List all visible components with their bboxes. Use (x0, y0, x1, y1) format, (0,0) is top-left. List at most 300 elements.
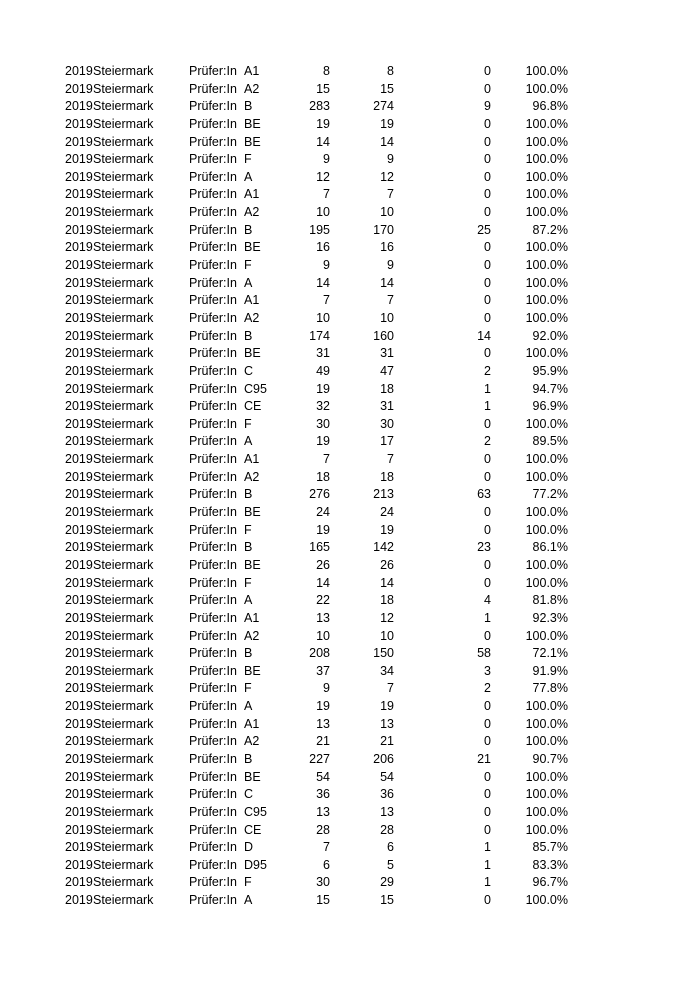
total-count-cell: 24 (316, 505, 330, 520)
total-count-cell: 13 (316, 804, 330, 819)
pass-rate-cell: 87.2% (532, 222, 568, 237)
passed-count-cell: 31 (380, 399, 394, 414)
role-cell: Prüfer:In (189, 275, 237, 290)
total-count-cell: 10 (316, 205, 330, 220)
failed-count-cell: 21 (477, 751, 491, 766)
failed-count-cell: 0 (484, 346, 491, 361)
table-row (0, 786, 700, 804)
year-cell: 2019 (65, 434, 93, 449)
passed-count-cell: 12 (380, 610, 394, 625)
passed-count-cell: 19 (380, 699, 394, 714)
pass-rate-cell: 100.0% (525, 469, 568, 484)
pass-rate-cell: 94.7% (532, 381, 568, 396)
total-count-cell: 37 (316, 663, 330, 678)
role-cell: Prüfer:In (189, 469, 237, 484)
year-cell: 2019 (65, 557, 93, 572)
table-row (0, 716, 700, 734)
license-class-cell: A (244, 169, 253, 184)
region-cell: Steiermark (93, 857, 154, 872)
year-cell: 2019 (65, 381, 93, 396)
table-row (0, 857, 700, 875)
passed-count-cell: 18 (380, 381, 394, 396)
year-cell: 2019 (65, 258, 93, 273)
total-count-cell: 283 (309, 99, 330, 114)
region-cell: Steiermark (93, 346, 154, 361)
year-cell: 2019 (65, 893, 93, 908)
role-cell: Prüfer:In (189, 893, 237, 908)
year-cell: 2019 (65, 416, 93, 431)
table-row (0, 451, 700, 469)
pass-rate-cell: 100.0% (525, 134, 568, 149)
year-cell: 2019 (65, 240, 93, 255)
role-cell: Prüfer:In (189, 293, 237, 308)
pass-rate-cell: 100.0% (525, 416, 568, 431)
license-class-cell: A1 (244, 716, 260, 731)
year-cell: 2019 (65, 346, 93, 361)
pass-rate-cell: 77.8% (532, 681, 568, 696)
failed-count-cell: 1 (484, 857, 491, 872)
failed-count-cell: 0 (484, 187, 491, 202)
failed-count-cell: 0 (484, 769, 491, 784)
region-cell: Steiermark (93, 222, 154, 237)
total-count-cell: 36 (316, 787, 330, 802)
table-row (0, 433, 700, 451)
license-class-cell: BE (244, 505, 261, 520)
role-cell: Prüfer:In (189, 487, 237, 502)
license-class-cell: A (244, 275, 253, 290)
pass-rate-cell: 81.8% (532, 593, 568, 608)
failed-count-cell: 1 (484, 381, 491, 396)
passed-count-cell: 10 (380, 205, 394, 220)
table-row (0, 892, 700, 910)
role-cell: Prüfer:In (189, 610, 237, 625)
license-class-cell: F (244, 875, 252, 890)
license-class-cell: A2 (244, 628, 260, 643)
region-cell: Steiermark (93, 699, 154, 714)
passed-count-cell: 9 (387, 258, 394, 273)
table-row (0, 222, 700, 240)
failed-count-cell: 0 (484, 699, 491, 714)
total-count-cell: 9 (323, 681, 330, 696)
total-count-cell: 9 (323, 258, 330, 273)
role-cell: Prüfer:In (189, 381, 237, 396)
table-row (0, 239, 700, 257)
table-row (0, 839, 700, 857)
role-cell: Prüfer:In (189, 875, 237, 890)
failed-count-cell: 25 (477, 222, 491, 237)
failed-count-cell: 9 (484, 99, 491, 114)
region-cell: Steiermark (93, 716, 154, 731)
total-count-cell: 19 (316, 381, 330, 396)
table-row (0, 204, 700, 222)
failed-count-cell: 1 (484, 875, 491, 890)
table-row (0, 345, 700, 363)
license-class-cell: F (244, 681, 252, 696)
total-count-cell: 10 (316, 310, 330, 325)
table-row (0, 751, 700, 769)
data-table (0, 63, 700, 910)
license-class-cell: B (244, 540, 253, 555)
failed-count-cell: 0 (484, 275, 491, 290)
pass-rate-cell: 100.0% (525, 64, 568, 78)
total-count-cell: 31 (316, 346, 330, 361)
failed-count-cell: 0 (484, 452, 491, 467)
total-count-cell: 13 (316, 610, 330, 625)
passed-count-cell: 13 (380, 804, 394, 819)
failed-count-cell: 0 (484, 787, 491, 802)
role-cell: Prüfer:In (189, 716, 237, 731)
role-cell: Prüfer:In (189, 646, 237, 661)
role-cell: Prüfer:In (189, 346, 237, 361)
passed-count-cell: 5 (387, 857, 394, 872)
passed-count-cell: 7 (387, 452, 394, 467)
license-class-cell: BE (244, 663, 261, 678)
region-cell: Steiermark (93, 875, 154, 890)
total-count-cell: 6 (323, 857, 330, 872)
total-count-cell: 174 (309, 328, 330, 343)
year-cell: 2019 (65, 64, 93, 78)
role-cell: Prüfer:In (189, 699, 237, 714)
table-row (0, 874, 700, 892)
role-cell: Prüfer:In (189, 99, 237, 114)
passed-count-cell: 7 (387, 187, 394, 202)
license-class-cell: F (244, 522, 252, 537)
table-row (0, 822, 700, 840)
total-count-cell: 16 (316, 240, 330, 255)
license-class-cell: B (244, 328, 253, 343)
region-cell: Steiermark (93, 434, 154, 449)
year-cell: 2019 (65, 487, 93, 502)
passed-count-cell: 36 (380, 787, 394, 802)
license-class-cell: B (244, 99, 253, 114)
passed-count-cell: 7 (387, 293, 394, 308)
pass-rate-cell: 100.0% (525, 346, 568, 361)
pass-rate-cell: 100.0% (525, 258, 568, 273)
pass-rate-cell: 100.0% (525, 205, 568, 220)
region-cell: Steiermark (93, 646, 154, 661)
failed-count-cell: 0 (484, 205, 491, 220)
role-cell: Prüfer:In (189, 134, 237, 149)
total-count-cell: 10 (316, 628, 330, 643)
failed-count-cell: 23 (477, 540, 491, 555)
pass-rate-cell: 100.0% (525, 769, 568, 784)
failed-count-cell: 0 (484, 628, 491, 643)
role-cell: Prüfer:In (189, 328, 237, 343)
year-cell: 2019 (65, 822, 93, 837)
region-cell: Steiermark (93, 505, 154, 520)
region-cell: Steiermark (93, 610, 154, 625)
year-cell: 2019 (65, 169, 93, 184)
failed-count-cell: 0 (484, 293, 491, 308)
license-class-cell: A1 (244, 452, 260, 467)
passed-count-cell: 14 (380, 134, 394, 149)
role-cell: Prüfer:In (189, 751, 237, 766)
region-cell: Steiermark (93, 452, 154, 467)
license-class-cell: A1 (244, 610, 260, 625)
failed-count-cell: 14 (477, 328, 491, 343)
pass-rate-cell: 86.1% (532, 540, 568, 555)
pass-rate-cell: 96.7% (532, 875, 568, 890)
pass-rate-cell: 96.8% (532, 99, 568, 114)
pass-rate-cell: 89.5% (532, 434, 568, 449)
pass-rate-cell: 100.0% (525, 628, 568, 643)
passed-count-cell: 24 (380, 505, 394, 520)
table-row (0, 804, 700, 822)
role-cell: Prüfer:In (189, 258, 237, 273)
table-row (0, 733, 700, 751)
year-cell: 2019 (65, 328, 93, 343)
region-cell: Steiermark (93, 328, 154, 343)
year-cell: 2019 (65, 116, 93, 131)
role-cell: Prüfer:In (189, 310, 237, 325)
passed-count-cell: 18 (380, 593, 394, 608)
passed-count-cell: 34 (380, 663, 394, 678)
year-cell: 2019 (65, 310, 93, 325)
table-row (0, 310, 700, 328)
year-cell: 2019 (65, 540, 93, 555)
table-row (0, 592, 700, 610)
table-row (0, 186, 700, 204)
table-row (0, 328, 700, 346)
failed-count-cell: 4 (484, 593, 491, 608)
table-row (0, 275, 700, 293)
year-cell: 2019 (65, 663, 93, 678)
total-count-cell: 30 (316, 875, 330, 890)
total-count-cell: 54 (316, 769, 330, 784)
region-cell: Steiermark (93, 81, 154, 96)
total-count-cell: 7 (323, 293, 330, 308)
total-count-cell: 8 (323, 64, 330, 78)
license-class-cell: B (244, 222, 253, 237)
region-cell: Steiermark (93, 487, 154, 502)
total-count-cell: 7 (323, 452, 330, 467)
year-cell: 2019 (65, 857, 93, 872)
total-count-cell: 13 (316, 716, 330, 731)
pass-rate-cell: 100.0% (525, 804, 568, 819)
table-row (0, 698, 700, 716)
pass-rate-cell: 100.0% (525, 310, 568, 325)
failed-count-cell: 3 (484, 663, 491, 678)
pass-rate-cell: 96.9% (532, 399, 568, 414)
pass-rate-cell: 72.1% (532, 646, 568, 661)
region-cell: Steiermark (93, 804, 154, 819)
region-cell: Steiermark (93, 205, 154, 220)
pass-rate-cell: 100.0% (525, 116, 568, 131)
year-cell: 2019 (65, 769, 93, 784)
license-class-cell: A (244, 893, 253, 908)
failed-count-cell: 2 (484, 681, 491, 696)
pass-rate-cell: 100.0% (525, 452, 568, 467)
license-class-cell: BE (244, 557, 261, 572)
table-row (0, 539, 700, 557)
license-class-cell: CE (244, 399, 262, 414)
license-class-cell: A (244, 434, 253, 449)
failed-count-cell: 0 (484, 134, 491, 149)
license-class-cell: B (244, 751, 253, 766)
role-cell: Prüfer:In (189, 452, 237, 467)
passed-count-cell: 15 (380, 81, 394, 96)
region-cell: Steiermark (93, 116, 154, 131)
role-cell: Prüfer:In (189, 187, 237, 202)
role-cell: Prüfer:In (189, 505, 237, 520)
total-count-cell: 227 (309, 751, 330, 766)
license-class-cell: C95 (244, 804, 267, 819)
failed-count-cell: 0 (484, 258, 491, 273)
total-count-cell: 7 (323, 840, 330, 855)
table-row (0, 645, 700, 663)
pass-rate-cell: 100.0% (525, 240, 568, 255)
passed-count-cell: 9 (387, 152, 394, 167)
passed-count-cell: 160 (373, 328, 394, 343)
passed-count-cell: 8 (387, 64, 394, 78)
license-class-cell: BE (244, 240, 261, 255)
region-cell: Steiermark (93, 469, 154, 484)
year-cell: 2019 (65, 222, 93, 237)
license-class-cell: A1 (244, 187, 260, 202)
passed-count-cell: 12 (380, 169, 394, 184)
license-class-cell: F (244, 575, 252, 590)
total-count-cell: 208 (309, 646, 330, 661)
pass-rate-cell: 95.9% (532, 363, 568, 378)
role-cell: Prüfer:In (189, 840, 237, 855)
region-cell: Steiermark (93, 540, 154, 555)
region-cell: Steiermark (93, 64, 154, 78)
year-cell: 2019 (65, 751, 93, 766)
failed-count-cell: 58 (477, 646, 491, 661)
role-cell: Prüfer:In (189, 822, 237, 837)
passed-count-cell: 14 (380, 575, 394, 590)
failed-count-cell: 1 (484, 840, 491, 855)
license-class-cell: D (244, 840, 254, 855)
total-count-cell: 30 (316, 416, 330, 431)
failed-count-cell: 0 (484, 575, 491, 590)
region-cell: Steiermark (93, 99, 154, 114)
pass-rate-cell: 83.3% (532, 857, 568, 872)
license-class-cell: C (244, 787, 254, 802)
failed-count-cell: 63 (477, 487, 491, 502)
region-cell: Steiermark (93, 593, 154, 608)
year-cell: 2019 (65, 681, 93, 696)
table-row (0, 610, 700, 628)
passed-count-cell: 19 (380, 116, 394, 131)
pass-rate-cell: 100.0% (525, 787, 568, 802)
pass-rate-cell: 100.0% (525, 522, 568, 537)
license-class-cell: A (244, 699, 253, 714)
license-class-cell: C (244, 363, 254, 378)
table-row (0, 663, 700, 681)
region-cell: Steiermark (93, 663, 154, 678)
license-class-cell: A1 (244, 293, 260, 308)
total-count-cell: 21 (316, 734, 330, 749)
passed-count-cell: 6 (387, 840, 394, 855)
region-cell: Steiermark (93, 399, 154, 414)
role-cell: Prüfer:In (189, 416, 237, 431)
table-row (0, 486, 700, 504)
table-row (0, 557, 700, 575)
region-cell: Steiermark (93, 557, 154, 572)
pass-rate-cell: 100.0% (525, 169, 568, 184)
total-count-cell: 26 (316, 557, 330, 572)
year-cell: 2019 (65, 99, 93, 114)
pass-rate-cell: 100.0% (525, 822, 568, 837)
total-count-cell: 28 (316, 822, 330, 837)
failed-count-cell: 0 (484, 310, 491, 325)
year-cell: 2019 (65, 610, 93, 625)
region-cell: Steiermark (93, 681, 154, 696)
total-count-cell: 7 (323, 187, 330, 202)
region-cell: Steiermark (93, 240, 154, 255)
table-row (0, 292, 700, 310)
total-count-cell: 14 (316, 275, 330, 290)
year-cell: 2019 (65, 699, 93, 714)
failed-count-cell: 0 (484, 416, 491, 431)
table-row (0, 169, 700, 187)
role-cell: Prüfer:In (189, 205, 237, 220)
role-cell: Prüfer:In (189, 804, 237, 819)
license-class-cell: F (244, 258, 252, 273)
failed-count-cell: 0 (484, 522, 491, 537)
total-count-cell: 19 (316, 522, 330, 537)
role-cell: Prüfer:In (189, 557, 237, 572)
region-cell: Steiermark (93, 893, 154, 908)
license-class-cell: F (244, 152, 252, 167)
passed-count-cell: 213 (373, 487, 394, 502)
failed-count-cell: 2 (484, 363, 491, 378)
pass-rate-cell: 100.0% (525, 152, 568, 167)
table-row (0, 116, 700, 134)
table-row (0, 98, 700, 116)
passed-count-cell: 17 (380, 434, 394, 449)
total-count-cell: 9 (323, 152, 330, 167)
failed-count-cell: 0 (484, 240, 491, 255)
passed-count-cell: 16 (380, 240, 394, 255)
passed-count-cell: 170 (373, 222, 394, 237)
passed-count-cell: 7 (387, 681, 394, 696)
region-cell: Steiermark (93, 169, 154, 184)
year-cell: 2019 (65, 469, 93, 484)
region-cell: Steiermark (93, 840, 154, 855)
role-cell: Prüfer:In (189, 681, 237, 696)
year-cell: 2019 (65, 628, 93, 643)
license-class-cell: A2 (244, 734, 260, 749)
role-cell: Prüfer:In (189, 575, 237, 590)
region-cell: Steiermark (93, 751, 154, 766)
pass-rate-cell: 77.2% (532, 487, 568, 502)
year-cell: 2019 (65, 363, 93, 378)
total-count-cell: 165 (309, 540, 330, 555)
table-row (0, 63, 700, 81)
region-cell: Steiermark (93, 187, 154, 202)
total-count-cell: 12 (316, 169, 330, 184)
table-row (0, 134, 700, 152)
pass-rate-cell: 100.0% (525, 575, 568, 590)
table-row (0, 381, 700, 399)
region-cell: Steiermark (93, 787, 154, 802)
total-count-cell: 195 (309, 222, 330, 237)
total-count-cell: 19 (316, 699, 330, 714)
license-class-cell: A2 (244, 469, 260, 484)
table-row (0, 628, 700, 646)
pass-rate-cell: 100.0% (525, 187, 568, 202)
role-cell: Prüfer:In (189, 663, 237, 678)
region-cell: Steiermark (93, 134, 154, 149)
region-cell: Steiermark (93, 275, 154, 290)
role-cell: Prüfer:In (189, 787, 237, 802)
year-cell: 2019 (65, 152, 93, 167)
total-count-cell: 14 (316, 134, 330, 149)
passed-count-cell: 47 (380, 363, 394, 378)
license-class-cell: BE (244, 116, 261, 131)
